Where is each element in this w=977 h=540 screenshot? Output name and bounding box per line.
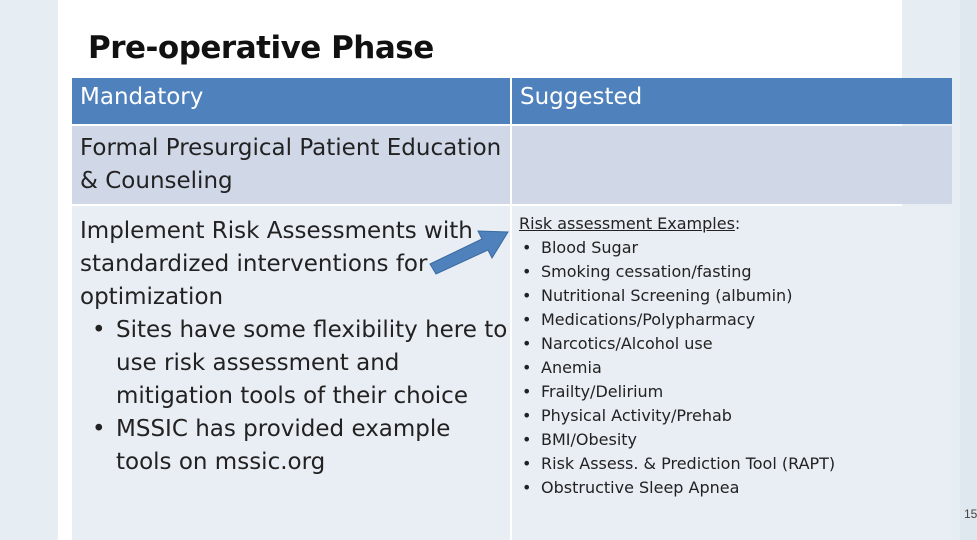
list-item: • MSSIC has provided example tools on mssic.org <box>80 413 510 479</box>
list-item: • Blood Sugar <box>519 236 952 260</box>
list-item: • Smoking cessation/fasting <box>519 260 952 284</box>
header-suggested: Suggested <box>512 78 952 124</box>
page-number: 15 <box>964 507 977 521</box>
list-item: • Sites have some flexibility here to use risk assessment and mitigation tools of their choice <box>80 314 510 413</box>
row1-mandatory: Formal Presurgical Patient Education & Counseling <box>72 126 510 204</box>
list-item: • Medications/Polypharmacy <box>519 308 952 332</box>
risk-examples-list <box>519 236 952 500</box>
row2-mandatory-text: Implement Risk Assessments with standardized interventions for optimization <box>80 218 473 310</box>
list-item: • Obstructive Sleep Apnea <box>519 476 952 500</box>
header-mandatory: Mandatory <box>72 78 510 124</box>
list-item: • Risk Assess. & Prediction Tool (RAPT) <box>519 452 952 476</box>
row2-suggested: Risk assessment Examples: • Blood Sugar • Smoking cessation/fasting • Nutritional Screening (albumin) • Medications/Polypharmacy • Narcotics/Alcohol use • Anemia • Frailty/Delirium • Physical Activity/Prehab • BMI/Obesity • Risk Assess. & Prediction Tool (RAPT) • Obstructive Sleep Apnea <box>512 206 952 540</box>
slide-title: Pre-operative Phase <box>88 30 434 66</box>
list-item: • Physical Activity/Prehab <box>519 404 952 428</box>
row2-mandatory-bullets <box>80 314 510 479</box>
list-item: • BMI/Obesity <box>519 428 952 452</box>
list-item: • Narcotics/Alcohol use <box>519 332 952 356</box>
list-item: • Frailty/Delirium <box>519 380 952 404</box>
arrow-right-icon <box>426 224 514 272</box>
row1-suggested <box>512 126 952 204</box>
list-item: • Nutritional Screening (albumin) <box>519 284 952 308</box>
background-stripe-left <box>0 0 58 540</box>
risk-examples-heading: Risk assessment Examples <box>519 214 735 233</box>
list-item: • Anemia <box>519 356 952 380</box>
phase-table <box>72 78 952 540</box>
